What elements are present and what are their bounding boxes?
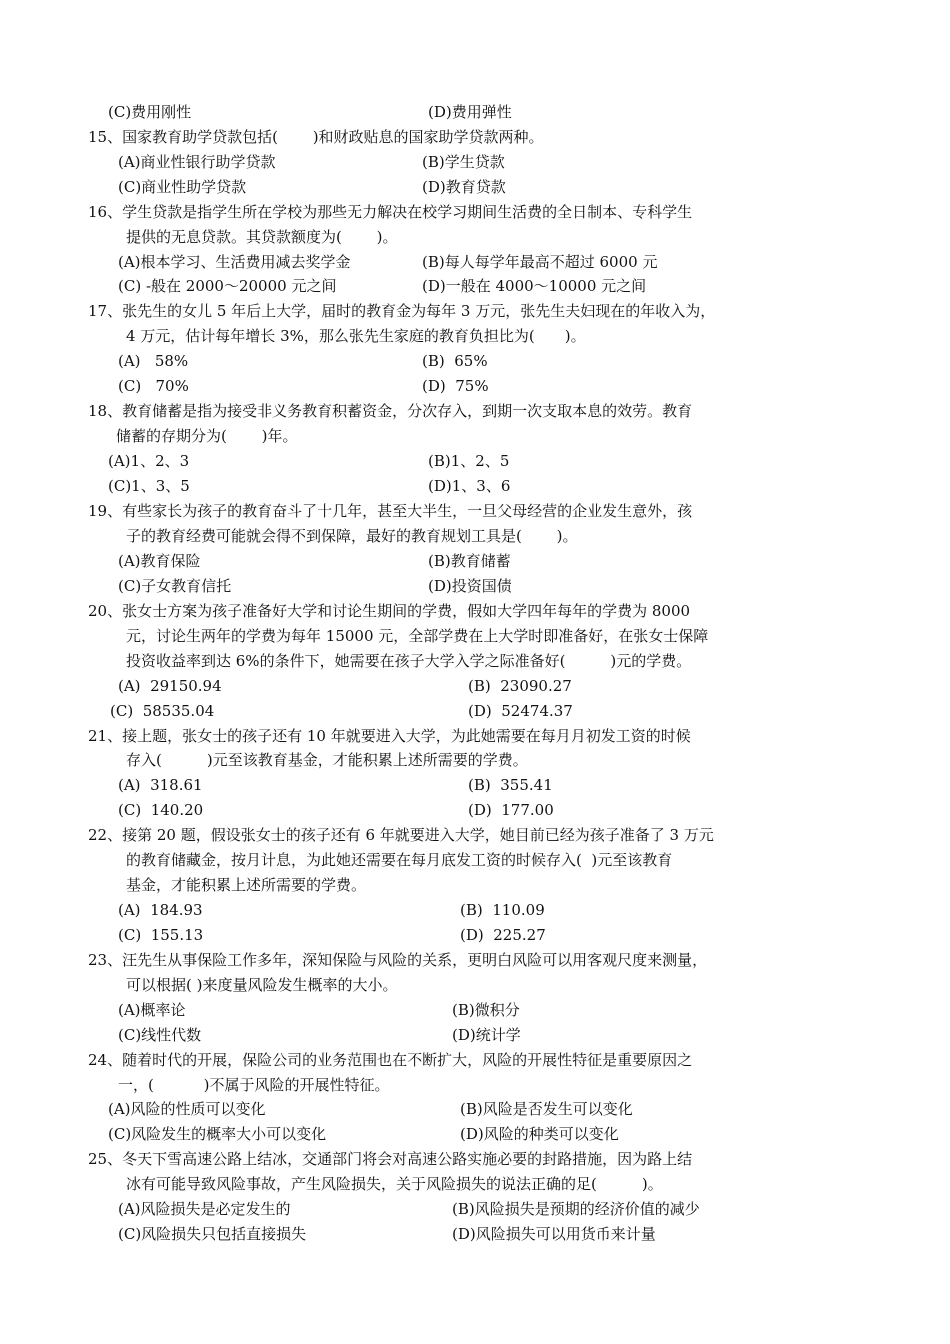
question-18: 18、教育储蓄是指为接受非义务教育积蓄资金，分次存入，到期一次支取本息的效劳。教育 bbox=[88, 402, 693, 420]
option-c: (C) -般在 2000～20000 元之间 bbox=[118, 277, 337, 295]
option-a: (A)教育保险 bbox=[118, 552, 201, 570]
option-b: (B) 23090.27 bbox=[468, 677, 572, 695]
option-c: (C) 140.20 bbox=[118, 801, 204, 819]
option-b: (B) 65% bbox=[422, 352, 488, 370]
option-b: (B)微积分 bbox=[452, 1001, 520, 1019]
question-15: 15、国家教育助学贷款包括( )和财政贴息的国家助学贷款两种。 bbox=[88, 128, 544, 146]
option-a: (A) 58% bbox=[118, 352, 189, 370]
option-a: (A)商业性银行助学贷款 bbox=[118, 153, 276, 171]
question-19-cont: 子的教育经费可能就会得不到保障，最好的教育规划工具是( )。 bbox=[126, 527, 578, 545]
option-c: (C)商业性助学贷款 bbox=[118, 178, 247, 196]
option-d: (D) 52474.37 bbox=[468, 702, 573, 720]
option-b: (B)风险是否发生可以变化 bbox=[460, 1100, 633, 1118]
option-d: (D)一般在 4000～10000 元之间 bbox=[422, 277, 647, 295]
option-b: (B) 355.41 bbox=[468, 776, 553, 794]
option-a: (A)根本学习、生活费用减去奖学金 bbox=[118, 253, 351, 271]
question-21-cont: 存入( )元至该教育基金，才能积累上述所需要的学费。 bbox=[126, 751, 528, 769]
option-d: (D) 75% bbox=[422, 377, 489, 395]
option-a: (A) 318.61 bbox=[118, 776, 203, 794]
question-20: 20、张女士方案为孩子准备好大学和讨论生期间的学费，假如大学四年每年的学费为 8000 bbox=[88, 602, 691, 620]
option-a: (A)风险的性质可以变化 bbox=[108, 1100, 266, 1118]
option-c: (C)线性代数 bbox=[118, 1026, 202, 1044]
question-22-cont: 基金，才能积累上述所需要的学费。 bbox=[126, 876, 367, 894]
option-c: (C) 70% bbox=[118, 377, 189, 395]
option-b: (B)每人每学年最高不超过 6000 元 bbox=[422, 253, 658, 271]
option-b: (B)风险损失是预期的经济价值的减少 bbox=[452, 1200, 700, 1218]
option-d: (D)投资国债 bbox=[428, 577, 512, 595]
option-c: (C)风险损失只包括直接损失 bbox=[118, 1225, 307, 1243]
option-c: (C)1、3、5 bbox=[108, 477, 190, 495]
option-a: (A)1、2、3 bbox=[108, 452, 190, 470]
text-line: (C)费用刚性 bbox=[108, 103, 192, 121]
question-23: 23、汪先生从事保险工作多年，深知保险与风险的关系，更明白风险可以用客观尺度来测量， bbox=[88, 951, 708, 969]
question-19: 19、有些家长为孩子的教育奋斗了十几年，甚至大半生，一旦父母经营的企业发生意外，孩 bbox=[88, 502, 693, 520]
question-17-cont: 4 万元，估计每年增长 3%，那么张先生家庭的教育负担比为( )。 bbox=[126, 327, 586, 345]
option-a: (A)风险损失是必定发生的 bbox=[118, 1200, 291, 1218]
question-22-cont: 的教育储藏金，按月计息，为此她还需要在每月底发工资的时候存入( )元至该教育 bbox=[126, 851, 673, 869]
question-20-cont: 元，讨论生两年的学费为每年 15000 元，全部学费在上大学时即准备好，在张女士保障 bbox=[126, 627, 709, 645]
option-d: (D) 225.27 bbox=[460, 926, 546, 944]
question-22: 22、接第 20 题，假设张女士的孩子还有 6 年就要进入大学，她目前已经为孩子准备了 3 万元 bbox=[88, 826, 714, 844]
option-b: (B)教育储蓄 bbox=[428, 552, 511, 570]
option-a: (A)概率论 bbox=[118, 1001, 186, 1019]
option-a: (A) 29150.94 bbox=[118, 677, 222, 695]
question-25-cont: 冰有可能导致风险事故，产生风险损失，关于风险损失的说法正确的足( )。 bbox=[126, 1175, 663, 1193]
question-16: 16、学生贷款是指学生所在学校为那些无力解决在校学习期间生活费的全日制本、专科学生 bbox=[88, 203, 693, 221]
option-d: (D) 177.00 bbox=[468, 801, 554, 819]
option-d: (D)风险的种类可以变化 bbox=[460, 1125, 619, 1143]
question-21: 21、接上题，张女士的孩子还有 10 年就要进入大学，为此她需要在每月月初发工资的时候 bbox=[88, 727, 691, 745]
question-16-cont: 提供的无息贷款。其贷款额度为( )。 bbox=[126, 228, 398, 246]
option-c: (C)子女教育信托 bbox=[118, 577, 232, 595]
option-d: (D)教育贷款 bbox=[422, 178, 506, 196]
question-17: 17、张先生的女儿 5 年后上大学，届时的教育金为每年 3 万元，张先生夫妇现在的年收入为， bbox=[88, 302, 716, 320]
question-18-cont: 储蓄的存期分为( )年。 bbox=[116, 427, 298, 445]
option-c: (C) 58535.04 bbox=[110, 702, 215, 720]
option-d: (D)风险损失可以用货币来计量 bbox=[452, 1225, 656, 1243]
option-c: (C) 155.13 bbox=[118, 926, 204, 944]
option-a: (A) 184.93 bbox=[118, 901, 203, 919]
question-25: 25、冬天下雪高速公路上结冰，交通部门将会对高速公路实施必要的封路措施，因为路上结 bbox=[88, 1150, 693, 1168]
option-b: (B)学生贷款 bbox=[422, 153, 505, 171]
option-b: (B) 110.09 bbox=[460, 901, 545, 919]
option-d: (D)1、3、6 bbox=[428, 477, 511, 495]
question-24-cont: 一，( )不属于风险的开展性特征。 bbox=[118, 1076, 390, 1094]
question-24: 24、随着时代的开展，保险公司的业务范围也在不断扩大，风险的开展性特征是重要原因之 bbox=[88, 1051, 693, 1069]
text-line: (D)费用弹性 bbox=[428, 103, 512, 121]
option-c: (C)风险发生的概率大小可以变化 bbox=[108, 1125, 327, 1143]
question-20-cont: 投资收益率到达 6%的条件下，她需要在孩子大学入学之际准备好( )元的学费。 bbox=[126, 652, 692, 670]
option-d: (D)统计学 bbox=[452, 1026, 521, 1044]
option-b: (B)1、2、5 bbox=[428, 452, 510, 470]
question-23-cont: 可以根据( )来度量风险发生概率的大小。 bbox=[126, 976, 398, 994]
